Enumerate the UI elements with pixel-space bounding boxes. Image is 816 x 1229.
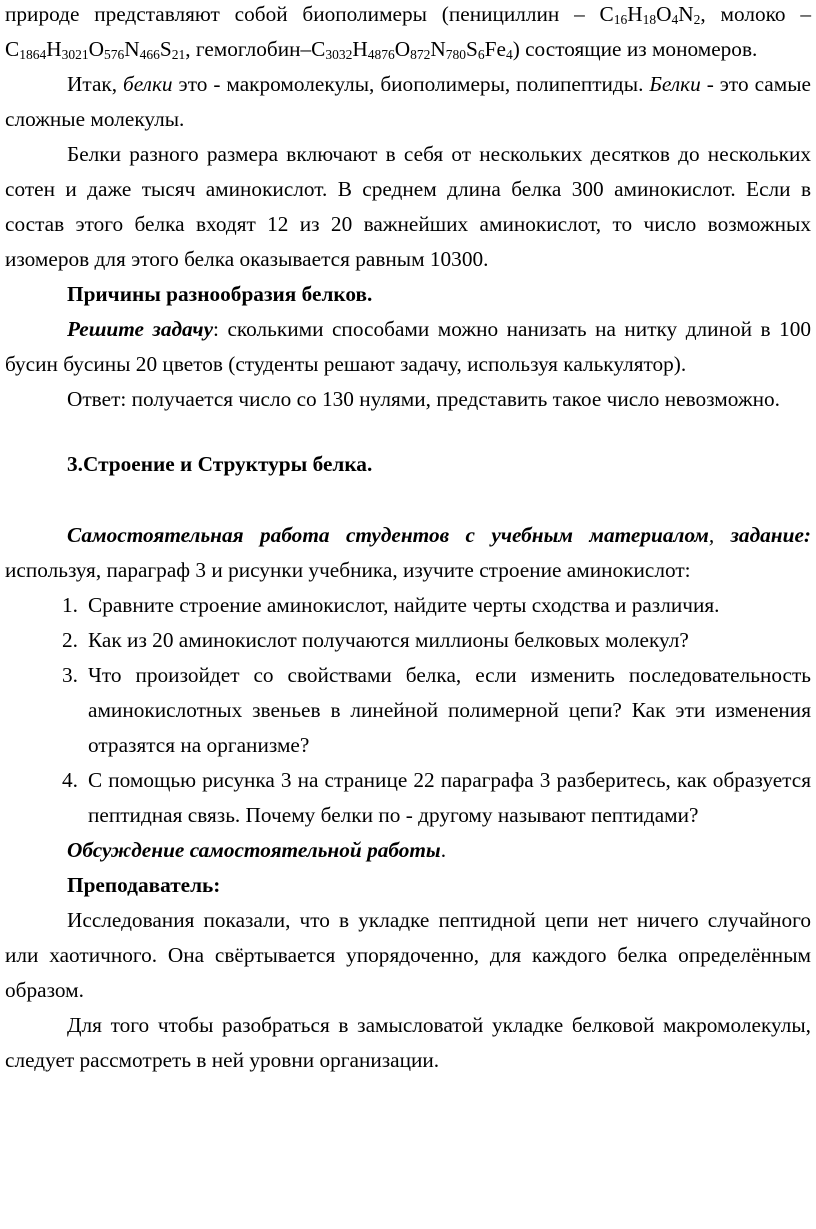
list-item: [0, 588, 816, 623]
task-label: Решите задачу: [67, 317, 214, 341]
list-text: Сравните строение аминокислот, найдите черты сходства и различия.: [88, 593, 720, 617]
list-item: [0, 658, 816, 763]
subscript: 6: [477, 47, 485, 62]
text: H: [46, 37, 62, 61]
paragraph-task: [0, 312, 816, 382]
questions-list: [0, 588, 816, 833]
paragraph-answer: Ответ: получается число со 130 нулями, представить такое число невозможно.: [67, 387, 780, 411]
paragraph-discussion: [0, 833, 816, 868]
subscript: 4: [671, 12, 679, 27]
paragraph-independent-work: [0, 518, 816, 588]
text: , гемоглобин–C: [185, 37, 326, 61]
text: ,: [708, 523, 715, 547]
text: Итак,: [67, 72, 124, 96]
text: это - макромолекулы, биополимеры, полипептиды.: [172, 72, 650, 96]
text: N: [124, 37, 140, 61]
text: - это самые сложные молекулы.: [5, 72, 811, 131]
text: N: [678, 2, 694, 26]
text: Fe: [484, 37, 506, 61]
paragraph-biopolymers: [0, 0, 816, 67]
subscript: 4: [505, 47, 513, 62]
subscript: 4876: [367, 47, 395, 62]
subscript: 18: [642, 12, 657, 27]
subscript: 1864: [19, 47, 47, 62]
list-text: С помощью рисунка 3 на странице 22 параграфа 3 разберитесь, как образуется пептидная связь. Почему белки по - другому называют пептидами?: [88, 768, 811, 827]
italic-term: белки: [123, 72, 173, 96]
text: N: [430, 37, 446, 61]
list-item: [0, 623, 816, 658]
spacer: [0, 482, 816, 518]
heading-protein-diversity: Причины разнообразия белков.: [67, 282, 373, 306]
paragraph-protein-size: Белки разного размера включают в себя от нескольких десятков до нескольких сотен и даже тысяч аминокислот. В среднем длина белка 300 аминокислот. Если в состав этого белка входят 12 из 20 важнейших аминокислот, то число возможных изомеров для этого белка оказывается равным 10300.: [5, 142, 811, 271]
text: O: [394, 37, 411, 61]
list-text: Что произойдет со свойствами белка, если изменить последовательность аминокислотных звеньев в линейной полимерной цепи? Как эти изменения отразятся на организме?: [88, 663, 811, 757]
text: , молоко – C: [5, 2, 811, 61]
list-number: 4.: [62, 768, 78, 792]
paragraph-research: Исследования показали, что в укладке пептидной цепи нет ничего случайного или хаотичного. Она свёртывается упорядоченно, для каждого белка определённым образом.: [5, 908, 811, 1002]
text: S: [159, 37, 172, 61]
list-number: 2.: [62, 628, 78, 652]
subscript: 576: [104, 47, 125, 62]
paragraph-proteins-definition: [0, 67, 816, 137]
text: S: [466, 37, 478, 61]
text: H: [627, 2, 643, 26]
text: природе представляют собой биополимеры (пенициллин – C: [5, 2, 614, 26]
text: O: [656, 2, 672, 26]
text: .: [440, 838, 447, 862]
subscript: 21: [171, 47, 186, 62]
list-item: [0, 763, 816, 833]
italic-term: Белки: [649, 72, 701, 96]
assignment-label: задание:: [730, 523, 811, 547]
text: O: [88, 37, 104, 61]
list-number: 3.: [62, 663, 78, 687]
subscript: 3032: [325, 47, 353, 62]
spacer: [0, 417, 816, 451]
teacher-label: Преподаватель:: [67, 873, 221, 897]
text: : сколькими способами можно нанизать на нитку длиной в 100 бусин бусины 20 цветов (студенты решают задачу, используя калькулятор).: [5, 317, 811, 376]
section-heading: 3.Строение и Структуры белка.: [67, 452, 373, 476]
discussion-label: Обсуждение самостоятельной работы: [67, 838, 441, 862]
text: ) состоящие из мономеров.: [512, 37, 758, 61]
assignment-label: Самостоятельная работа студентов с учебным материалом: [67, 523, 709, 547]
paragraph-final: Для того чтобы разобраться в замысловатой укладке белковой макромолекулы, следует рассмотреть в ней уровни организации.: [5, 1013, 811, 1072]
subscript: 780: [445, 47, 467, 62]
subscript: 2: [693, 12, 701, 27]
text: H: [352, 37, 368, 61]
subscript: 3021: [61, 47, 89, 62]
text: используя, параграф 3 и рисунки учебника, изучите строение аминокислот:: [5, 558, 691, 582]
subscript: 466: [139, 47, 160, 62]
list-text: Как из 20 аминокислот получаются миллионы белковых молекул?: [88, 628, 689, 652]
subscript: 872: [410, 47, 431, 62]
subscript: 16: [613, 12, 628, 27]
list-number: 1.: [62, 593, 78, 617]
